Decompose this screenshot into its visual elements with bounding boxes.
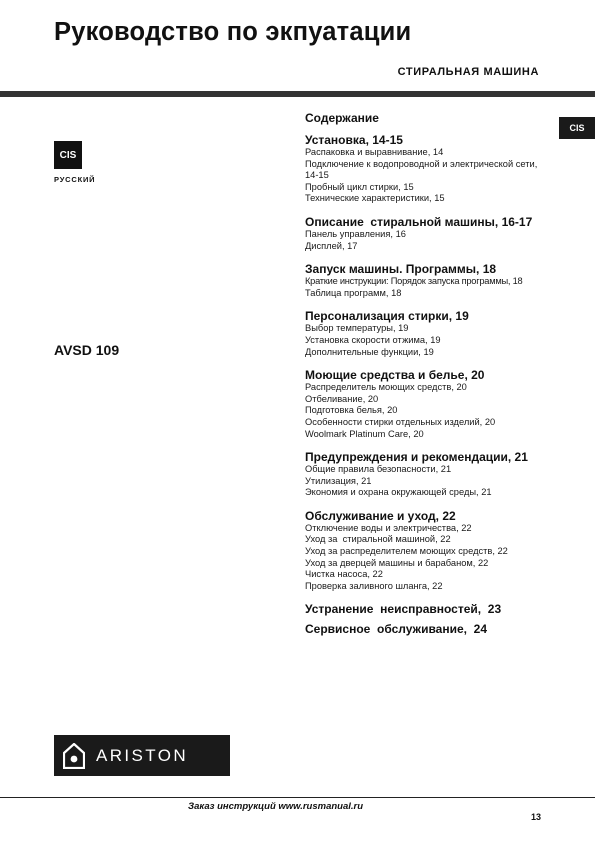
toc-section-troubleshooting xyxy=(305,602,555,616)
toc-item[interactable]: Дополнительные функции, 19 xyxy=(305,346,434,357)
toc-item[interactable]: Распределитель моющих средств, 20 xyxy=(305,382,467,393)
toc-section-installation xyxy=(305,133,555,205)
toc-item[interactable]: Уход за дверцей машины и барабаном, 22 xyxy=(305,557,489,568)
toc-item[interactable]: Проверка заливного шланга, 22 xyxy=(305,580,443,591)
toc-item[interactable]: Woolmark Platinum Care, 20 xyxy=(305,428,424,439)
toc-item[interactable]: Чистка насоса, 22 xyxy=(305,569,383,580)
toc-item[interactable]: Особенности стирки отдельных изделий, 20 xyxy=(305,416,496,427)
toc-section-title[interactable]: Персонализация стирки, 19 xyxy=(305,309,469,324)
toc-item[interactable]: Отключение воды и электричества, 22 xyxy=(305,522,472,533)
toc-section-maintenance xyxy=(305,509,555,593)
toc-item[interactable]: Общие правила безопасности, 21 xyxy=(305,464,452,475)
page-title: Руководство по экпуатации xyxy=(54,18,412,46)
toc-section-detergents xyxy=(305,368,555,440)
toc-section-service xyxy=(305,622,555,636)
toc-item[interactable]: Распаковка и выравнивание, 14 xyxy=(305,147,444,157)
footer-divider xyxy=(0,797,595,798)
toc-section-title[interactable]: Обслуживание и уход, 22 xyxy=(305,508,456,523)
header-divider xyxy=(0,91,595,97)
toc-item[interactable]: Уход за стиральной машиной, 22 xyxy=(305,534,451,545)
page-subtitle: СТИРАЛЬНАЯ МАШИНА xyxy=(397,66,539,78)
toc-item[interactable]: Технические характеристики, 15 xyxy=(305,193,445,204)
toc-item[interactable]: Подготовка белья, 20 xyxy=(305,405,398,416)
toc-item[interactable]: Таблица программ, 18 xyxy=(305,287,402,298)
toc-section-title[interactable]: Устранение неисправностей, 23 xyxy=(305,602,502,617)
toc-item[interactable]: Установка скорости отжима, 19 xyxy=(305,334,441,345)
brand-name: ARISTON xyxy=(96,745,189,765)
toc-section-title[interactable]: Предупреждения и рекомендации, 21 xyxy=(305,450,528,465)
toc-item[interactable]: Выбор температуры, 19 xyxy=(305,323,409,334)
toc-heading: Содержание xyxy=(305,111,379,125)
toc-section-programs xyxy=(305,262,555,299)
toc-item[interactable]: Экономия и охрана окружающей среды, 21 xyxy=(305,487,492,498)
toc-item[interactable]: Пробный цикл стирки, 15 xyxy=(305,181,414,192)
language-badge: CIS xyxy=(54,141,82,169)
house-logo-icon xyxy=(63,743,85,769)
page-number: 13 xyxy=(530,812,541,822)
toc-section-title[interactable]: Запуск машины. Программы, 18 xyxy=(305,262,497,277)
toc-section-title[interactable]: Сервисное обслуживание, 24 xyxy=(305,622,487,637)
toc-section-personalization xyxy=(305,309,555,358)
toc-section-title[interactable]: Моющие средства и белье, 20 xyxy=(305,368,485,383)
table-of-contents xyxy=(305,111,555,646)
toc-section-title[interactable]: Описание стиральной машины, 16-17 xyxy=(305,214,533,229)
toc-item[interactable]: Уход за распределителем моющих средств, 22 xyxy=(305,546,508,557)
toc-item[interactable]: Подключение к водопроводной и электрической сети, 14-15 xyxy=(305,158,538,181)
toc-item[interactable]: Дисплей, 17 xyxy=(305,240,358,251)
footer-order-note[interactable]: Заказ инструкций www.rusmanual.ru xyxy=(188,801,364,812)
toc-item[interactable]: Панель управления, 16 xyxy=(305,228,406,239)
toc-section-warnings xyxy=(305,450,555,499)
toc-section-description xyxy=(305,215,555,252)
toc-section-title[interactable]: Установка, 14-15 xyxy=(305,133,403,147)
language-side-tab: CIS xyxy=(559,117,595,139)
ariston-logo xyxy=(54,735,230,776)
language-label: РУССКИЙ xyxy=(54,175,96,184)
toc-item[interactable]: Отбеливание, 20 xyxy=(305,393,379,404)
model-name: AVSD 109 xyxy=(54,342,120,358)
toc-item[interactable]: Утилизация, 21 xyxy=(305,475,372,486)
toc-item[interactable]: Краткие инструкции: Порядок запуска программы, 18 xyxy=(305,276,523,287)
